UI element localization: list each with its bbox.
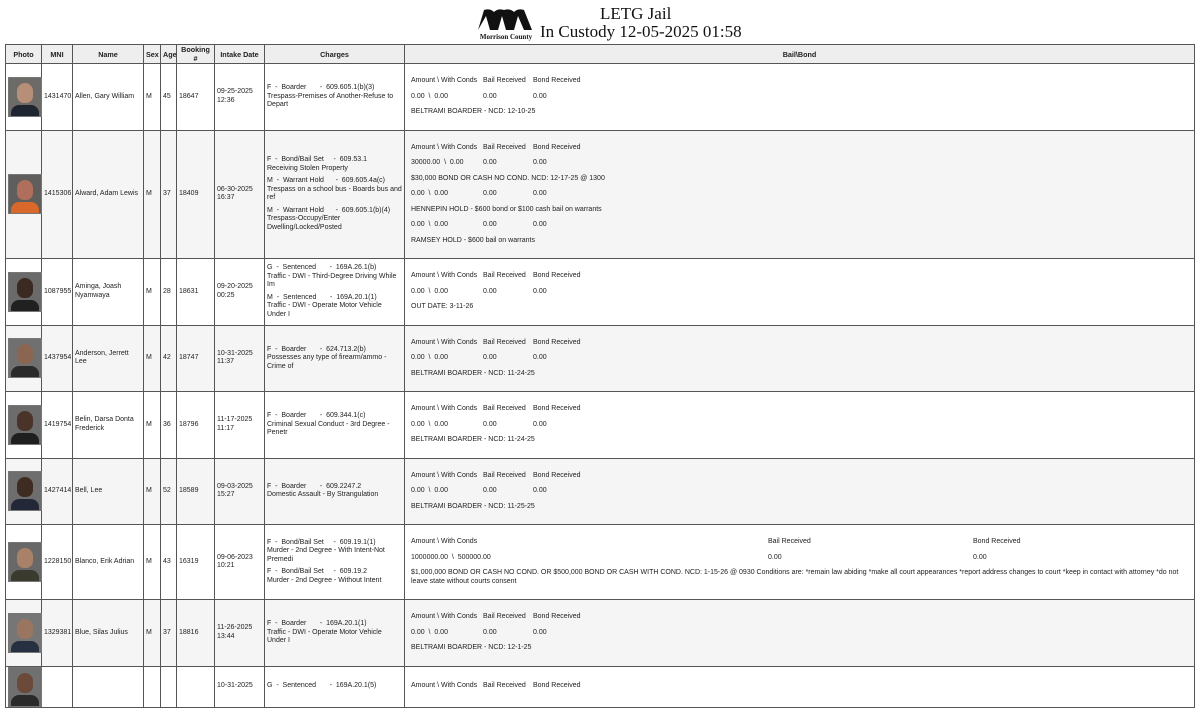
intake-date-cell: [215, 600, 265, 667]
sex-cell: M: [144, 392, 161, 459]
bond-received: 0.00: [533, 354, 547, 361]
bond-received-label: Bond Received: [973, 538, 1021, 545]
charge-item: [267, 207, 402, 233]
charge-description: Criminal Sexual Conduct - 3rd Degree - Penetr: [267, 420, 390, 436]
county-logo: [476, 6, 536, 42]
age-cell: 36: [161, 392, 177, 459]
photo-cell: [6, 666, 42, 707]
table-row: [6, 666, 1195, 707]
table-row: [6, 130, 1195, 259]
photo-head: [17, 477, 33, 497]
bail-received: 0.00: [483, 420, 497, 428]
bail-amount: 0.00 \ 0.00: [411, 420, 448, 428]
charge-item: [267, 177, 402, 203]
bond-received-label: Bond Received: [533, 338, 581, 346]
bond-received-label: Bond Received: [533, 682, 581, 690]
name-cell: Aminga, Joash Nyamwaya: [73, 259, 144, 326]
bond-received: 0.00: [533, 92, 547, 100]
charge-item: [267, 84, 402, 110]
bail-header: [411, 613, 1188, 622]
bail-note: BELTRAMI BOARDER - NCD: 11-24-25: [411, 369, 535, 377]
intake-date: 09-03-2025: [217, 482, 253, 490]
bond-received-label: Bond Received: [533, 272, 581, 279]
bail-note: BELTRAMI BOARDER - NCD: 12-1-25: [411, 644, 532, 651]
age-cell: 52: [161, 458, 177, 525]
bail-cell: [405, 64, 1195, 131]
charge-description: Receiving Stolen Property: [267, 164, 348, 172]
mni-cell: 1087955: [42, 259, 73, 326]
inmate-photo[interactable]: [8, 471, 42, 511]
photo-head: [17, 344, 33, 364]
inmate-photo[interactable]: [8, 405, 42, 445]
photo-cell: [6, 64, 42, 131]
charge-code: G - Sentenced - 169A.20.1(5): [267, 682, 377, 690]
photo-cell: [6, 259, 42, 326]
charge-description: Trespass-Premises of Another-Refuse to Depart: [267, 92, 394, 108]
photo-shirt: [11, 499, 39, 511]
bond-received: 0.00: [533, 190, 547, 197]
bail-amount: 0.00 \ 0.00: [411, 287, 448, 295]
bond-received: 0.00: [533, 420, 547, 428]
amount-label: Amount \ With Conds: [411, 77, 478, 84]
charge-code: F - Boarder - 609.605.1(b)(3): [267, 84, 375, 91]
sex-cell: M: [144, 600, 161, 667]
photo-head: [17, 673, 33, 693]
inmate-photo[interactable]: [8, 272, 42, 312]
bail-values: [411, 190, 1188, 199]
table-row: [6, 458, 1195, 525]
sex-cell: M: [144, 64, 161, 131]
table-row: [6, 600, 1195, 667]
bail-values: [411, 159, 1188, 168]
bail-values: [411, 487, 1188, 496]
booking-cell: 18409: [177, 130, 215, 259]
bail-header: [411, 472, 1188, 481]
name-cell: Bell, Lee: [73, 458, 144, 525]
booking-cell: 18589: [177, 458, 215, 525]
bail-values: [411, 221, 1188, 230]
charge-code: F - Bond/Bail Set - 609.19.1(1): [267, 538, 376, 546]
table-row: [6, 392, 1195, 459]
mni-cell: [42, 666, 73, 707]
bond-received: 0.00: [533, 628, 547, 636]
bail-block: [407, 131, 1192, 259]
inmate-roster-table: [5, 44, 1195, 708]
col-charges: Charges: [265, 45, 405, 64]
booking-cell: 18631: [177, 259, 215, 326]
charge-code: M - Sentenced - 169A.20.1(1): [267, 293, 377, 301]
amount-label: Amount \ With Conds: [411, 538, 478, 545]
bail-block: [407, 392, 1192, 458]
photo-head: [17, 411, 33, 431]
photo-cell: [6, 525, 42, 600]
intake-date-cell: [215, 130, 265, 259]
bail-header: [411, 682, 1188, 691]
bail-received: 0.00: [483, 487, 497, 494]
bail-received: 0.00: [483, 159, 497, 166]
col-intake-date: Intake Date: [215, 45, 265, 64]
intake-time: 12:36: [217, 96, 235, 104]
booking-cell: 18796: [177, 392, 215, 459]
charge-description: Traffic - DWI - Third-Degree Driving While Im: [267, 272, 397, 289]
booking-cell: [177, 666, 215, 707]
charges-cell: [265, 666, 405, 707]
photo-shirt: [11, 433, 39, 445]
bail-received-label: Bail Received: [483, 471, 526, 479]
table-header-row: [6, 45, 1195, 64]
photo-shirt: [11, 641, 39, 653]
name-cell: Alward, Adam Lewis: [73, 130, 144, 259]
charge-description: Traffic - DWI - Operate Motor Vehicle Under I: [267, 628, 382, 644]
bail-block: [407, 525, 1192, 599]
bail-values: [411, 554, 1188, 563]
bail-amount: 0.00 \ 0.00: [411, 221, 448, 228]
bail-received: 0.00: [768, 553, 782, 561]
logo-text: Morrison County: [479, 33, 533, 41]
booking-cell: 18747: [177, 325, 215, 392]
photo-cell: [6, 130, 42, 259]
booking-cell: 18647: [177, 64, 215, 131]
inmate-photo[interactable]: [8, 174, 42, 214]
bail-received-label: Bail Received: [483, 77, 526, 84]
bond-received: 0.00: [533, 159, 547, 166]
table-row: [6, 325, 1195, 392]
intake-date: 10-31-2025: [217, 349, 253, 357]
intake-date-cell: [215, 392, 265, 459]
charge-item: [267, 294, 402, 320]
bond-received-label: Bond Received: [533, 143, 581, 151]
amount-label: Amount \ With Conds: [411, 272, 478, 279]
booking-cell: 18816: [177, 600, 215, 667]
intake-date-cell: [215, 64, 265, 131]
charge-description: Possesses any type of firearm/ammo - Crime of: [267, 354, 387, 370]
intake-time: 11:17: [217, 424, 234, 432]
bail-block: [407, 600, 1192, 666]
intake-time: 15:27: [217, 491, 235, 499]
age-cell: 37: [161, 600, 177, 667]
charge-item: [267, 568, 402, 585]
bail-received-label: Bail Received: [483, 613, 526, 620]
bail-received: 0.00: [483, 221, 497, 228]
bond-received-label: Bond Received: [533, 77, 581, 84]
inmate-photo[interactable]: [8, 542, 42, 582]
morrison-county-m-icon: [476, 6, 536, 34]
photo-shirt: [11, 300, 39, 312]
inmate-photo[interactable]: [8, 338, 42, 378]
charge-code: M - Warrant Hold - 609.605.4a(c): [267, 177, 386, 185]
amount-label: Amount \ With Conds: [411, 405, 478, 412]
title-jail: LETG Jail: [600, 4, 672, 23]
bail-note: RAMSEY HOLD - $600 bail on warrants: [411, 236, 535, 244]
bail-values: [411, 288, 1188, 297]
photo-head: [17, 83, 33, 103]
charge-description: Traffic - DWI - Operate Motor Vehicle Under I: [267, 302, 382, 318]
charge-description: Murder - 2nd Degree - Without Intent: [267, 576, 382, 584]
photo-head: [17, 180, 33, 200]
bond-received-label: Bond Received: [533, 405, 581, 412]
bond-received: 0.00: [533, 287, 547, 295]
bail-block: [407, 64, 1192, 130]
charges-cell: [265, 325, 405, 392]
intake-date-cell: [215, 666, 265, 707]
amount-label: Amount \ With Conds: [411, 471, 478, 479]
bail-header: [411, 272, 1188, 281]
bail-amount: 0.00 \ 0.00: [411, 487, 448, 494]
sex-cell: [144, 666, 161, 707]
charge-description: Trespass-Occupy/Enter Dwelling/Locked/Posted: [267, 215, 342, 231]
photo-cell: [6, 600, 42, 667]
bail-received: 0.00: [483, 190, 497, 197]
amount-label: Amount \ With Conds: [411, 338, 478, 346]
bail-amount: 0.00 \ 0.00: [411, 354, 448, 361]
name-cell: Allen, Gary William: [73, 64, 144, 131]
bail-note: $1,000,000 BOND OR CASH NO COND. OR $500,000 BOND OR CASH WITH COND. NCD: 1-15-26 @ 0930 Conditions are: *remain law abiding *make all court appearances *report address changes to court *keep in contact with attorney *do not leave state without courts consent: [411, 569, 1179, 585]
intake-date: 11-17-2025: [217, 416, 253, 424]
mni-cell: 1329381: [42, 600, 73, 667]
col-bail-bond: Bail\Bond: [405, 45, 1195, 64]
photo-shirt: [11, 366, 39, 378]
bail-header: [411, 538, 1188, 547]
bond-received-label: Bond Received: [533, 613, 581, 620]
bail-received-label: Bail Received: [768, 538, 811, 545]
bail-block: [407, 459, 1192, 525]
photo-head: [17, 619, 33, 639]
bail-header: [411, 77, 1188, 86]
bail-note: BELTRAMI BOARDER - NCD: 11-24-25: [411, 436, 535, 443]
photo-cell: [6, 325, 42, 392]
bail-note: $30,000 BOND OR CASH NO COND. NCD: 12-17-25 @ 1300: [411, 174, 605, 182]
charge-item: [267, 682, 402, 691]
bail-note: BELTRAMI BOARDER - NCD: 11-25-25: [411, 502, 535, 510]
table-row: [6, 64, 1195, 131]
bail-amount: 0.00 \ 0.00: [411, 92, 448, 100]
photo-shirt: [11, 695, 39, 707]
charge-code: F - Boarder - 609.344.1(c): [267, 412, 366, 419]
intake-date: 09-06-2023: [217, 553, 253, 561]
charge-item: [267, 620, 402, 646]
bail-amount: 0.00 \ 0.00: [411, 190, 448, 197]
charge-code: M - Warrant Hold - 609.605.1(b)(4): [267, 206, 391, 214]
page-title: [540, 5, 742, 41]
amount-label: Amount \ With Conds: [411, 143, 478, 151]
sex-cell: M: [144, 325, 161, 392]
charges-cell: [265, 64, 405, 131]
charges-cell: [265, 525, 405, 600]
bail-cell: [405, 458, 1195, 525]
charges-cell: [265, 600, 405, 667]
charge-item: [267, 483, 402, 500]
bail-received-label: Bail Received: [483, 272, 526, 279]
mni-cell: 1415306: [42, 130, 73, 259]
sex-cell: M: [144, 130, 161, 259]
intake-time: 00:25: [217, 291, 235, 299]
charge-item: [267, 412, 402, 438]
bail-values: [411, 629, 1188, 638]
age-cell: 43: [161, 525, 177, 600]
charge-code: F - Boarder - 169A.20.1(1): [267, 620, 367, 627]
bail-values: [411, 354, 1188, 363]
bail-cell: [405, 666, 1195, 707]
col-booking: Booking #: [177, 45, 215, 64]
bail-received: 0.00: [483, 354, 497, 361]
intake-date: 10-31-2025: [217, 682, 253, 690]
title-custody: In Custody 12-05-2025 01:58: [540, 22, 742, 41]
sex-cell: M: [144, 525, 161, 600]
bail-header: [411, 339, 1188, 348]
col-mni: MNI: [42, 45, 73, 64]
bail-cell: [405, 600, 1195, 667]
charges-cell: [265, 458, 405, 525]
bail-received-label: Bail Received: [483, 143, 526, 151]
bail-block: [407, 259, 1192, 325]
intake-date-cell: [215, 525, 265, 600]
bail-received-label: Bail Received: [483, 338, 526, 346]
charge-code: G - Sentenced - 169A.26.1(b): [267, 264, 377, 272]
table-row: [6, 259, 1195, 326]
bail-cell: [405, 525, 1195, 600]
bond-received-label: Bond Received: [533, 471, 581, 479]
bail-cell: [405, 259, 1195, 326]
bail-received: 0.00: [483, 92, 497, 100]
name-cell: [73, 666, 144, 707]
bail-values: [411, 93, 1188, 102]
intake-time: 11:37: [217, 358, 234, 366]
photo-head: [17, 548, 33, 568]
bail-received: 0.00: [483, 628, 497, 636]
intake-time: 13:44: [217, 632, 235, 640]
bail-header: [411, 144, 1188, 153]
col-age: Age: [161, 45, 177, 64]
age-cell: 45: [161, 64, 177, 131]
intake-time: 16:37: [217, 194, 235, 202]
charge-item: [267, 539, 402, 565]
photo-head: [17, 278, 33, 298]
charge-description: Murder - 2nd Degree - With Intent-Not Premedi: [267, 547, 385, 563]
intake-date: 09-25-2025: [217, 88, 253, 96]
col-photo: Photo: [6, 45, 42, 64]
charges-cell: [265, 392, 405, 459]
sex-cell: M: [144, 259, 161, 326]
table-row: [6, 525, 1195, 600]
name-cell: Anderson, Jerrett Lee: [73, 325, 144, 392]
inmate-photo[interactable]: [8, 613, 42, 653]
col-sex: Sex: [144, 45, 161, 64]
page-header: [0, 0, 1200, 44]
charge-item: [267, 156, 402, 173]
bail-header: [411, 405, 1188, 414]
col-name: Name: [73, 45, 144, 64]
photo-cell: [6, 392, 42, 459]
photo-shirt: [11, 105, 39, 117]
intake-date: 11-26-2025: [217, 624, 253, 632]
booking-cell: 16319: [177, 525, 215, 600]
charge-description: Domestic Assault - By Strangulation: [267, 491, 379, 499]
charge-code: F - Bond/Bail Set - 609.19.2: [267, 568, 367, 576]
photo-shirt: [11, 202, 39, 214]
mni-cell: 1437954: [42, 325, 73, 392]
age-cell: 28: [161, 259, 177, 326]
amount-label: Amount \ With Conds: [411, 682, 478, 690]
name-cell: Belin, Darsa Donta Frederick: [73, 392, 144, 459]
charge-code: F - Bond/Bail Set - 609.53.1: [267, 156, 367, 164]
bail-note: OUT DATE: 3-11-26: [411, 303, 474, 310]
charge-description: Trespass on a school bus - Boards bus and ref: [267, 185, 402, 202]
bond-received: 0.00: [533, 221, 547, 228]
bail-amount: 30000.00 \ 0.00: [411, 159, 464, 166]
name-cell: Blanco, Erik Adrian: [73, 525, 144, 600]
bail-note: BELTRAMI BOARDER - NCD: 12-10-25: [411, 108, 536, 115]
intake-date: 06-30-2025: [217, 185, 253, 193]
intake-time: 10:21: [217, 562, 235, 569]
inmate-photo[interactable]: [8, 77, 42, 117]
bail-cell: [405, 130, 1195, 259]
age-cell: 37: [161, 130, 177, 259]
mni-cell: 1419754: [42, 392, 73, 459]
inmate-photo[interactable]: [8, 667, 42, 707]
bail-received-label: Bail Received: [483, 682, 526, 690]
bail-received: 0.00: [483, 287, 497, 295]
bail-values: [411, 421, 1188, 430]
charge-code: F - Boarder - 624.713.2(b): [267, 345, 366, 353]
charge-item: [267, 346, 402, 372]
bond-received: 0.00: [533, 487, 547, 494]
bail-received-label: Bail Received: [483, 405, 526, 412]
bail-cell: [405, 325, 1195, 392]
charges-cell: [265, 130, 405, 259]
intake-date-cell: [215, 259, 265, 326]
sex-cell: M: [144, 458, 161, 525]
bail-amount: 1000000.00 \ 500000.00: [411, 553, 491, 561]
photo-shirt: [11, 570, 39, 582]
bail-block: [407, 669, 1192, 704]
photo-cell: [6, 458, 42, 525]
name-cell: Blue, Silas Julius: [73, 600, 144, 667]
mni-cell: 1431470: [42, 64, 73, 131]
intake-date-cell: [215, 458, 265, 525]
bail-block: [407, 326, 1192, 392]
charge-code: F - Boarder - 609.2247.2: [267, 482, 362, 490]
bail-note: HENNEPIN HOLD - $600 bond or $100 cash bail on warrants: [411, 205, 602, 213]
amount-label: Amount \ With Conds: [411, 613, 478, 620]
bail-cell: [405, 392, 1195, 459]
intake-date: 09-20-2025: [217, 283, 253, 291]
bail-amount: 0.00 \ 0.00: [411, 628, 448, 636]
mni-cell: 1228150: [42, 525, 73, 600]
charge-item: [267, 264, 402, 290]
bond-received: 0.00: [973, 553, 987, 561]
charges-cell: [265, 259, 405, 326]
mni-cell: 1427414: [42, 458, 73, 525]
intake-date-cell: [215, 325, 265, 392]
age-cell: 42: [161, 325, 177, 392]
age-cell: [161, 666, 177, 707]
